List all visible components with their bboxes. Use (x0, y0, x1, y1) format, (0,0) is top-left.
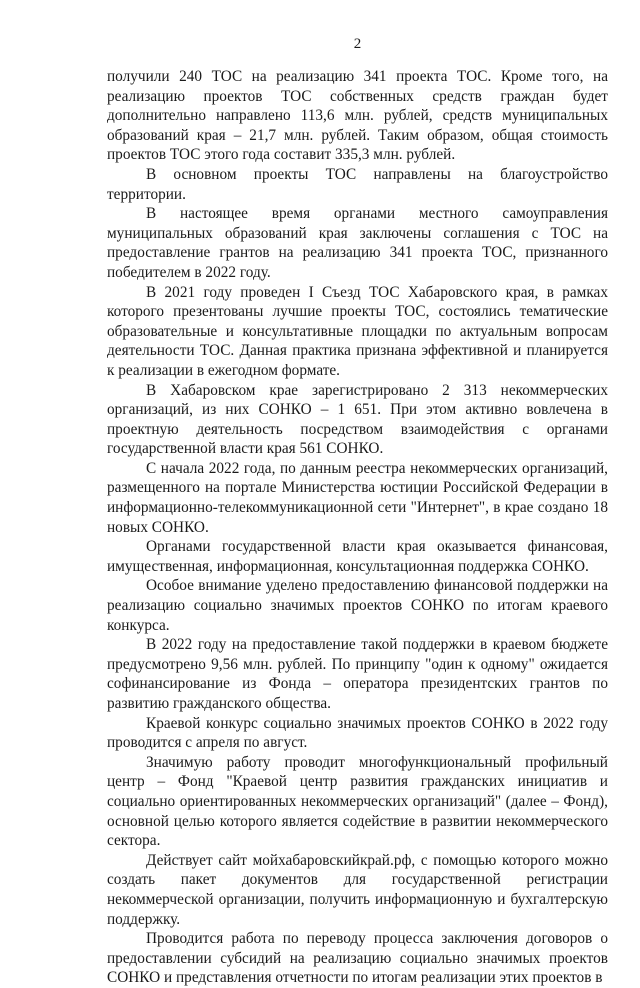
paragraph: В 2021 году проведен I Съезд ТОС Хабаровского края, в рамках которого презентованы лучшие проекты ТОС, состоялись тематические образовательные и консультативные площадки по актуальным вопросам деятельности ТОС. Данная практика признана эффективной и планируется к реализации в ежегодном формате. (107, 283, 608, 379)
paragraph: В 2022 году на предоставление такой поддержки в краевом бюджете предусмотрено 9,56 млн. рублей. По принципу "один к одному" ожидается софинансирование из Фонда – оператора президентских грантов по развитию гражданского общества. (107, 636, 608, 712)
paragraph: В основном проекты ТОС направлены на благоустройство территории. (107, 165, 608, 203)
paragraph: Значимую работу проводит многофункциональный профильный центр – Фонд "Краевой центр развития гражданских инициатив и социально ориентированных некоммерческих организаций" (далее – Фонд), основной целью которого является содействие в развитии некоммерческого сектора. (107, 753, 608, 850)
paragraph: С начала 2022 года, по данным реестра некоммерческих организаций, размещенного на портале Министерства юстиции Российской Федерации в информационно-телекоммуникационной сети "Интернет", в крае создано 18 новых СОНКО. (107, 459, 608, 536)
paragraph: Органами государственной власти края оказывается финансовая, имущественная, информационная, консультационная поддержка СОНКО. (107, 538, 608, 575)
page-number: 2 (353, 36, 362, 52)
paragraph: получили 240 ТОС на реализацию 341 проекта ТОС. Кроме того, на реализацию проектов ТОС собственных средств граждан будет дополнительно направлено 113,6 млн. рублей, средств муниципальных образований края – 21,7 млн. рублей. Таким образом, общая стоимость проектов ТОС этого года составит 335,3 млн. рублей. (107, 68, 608, 164)
paragraph: Особое внимание уделено предоставлению финансовой поддержки на реализацию социально значимых проектов СОНКО по итогам краевого конкурса. (107, 577, 608, 634)
paragraph: Проводится работа по переводу процесса заключения договоров о предоставлении субсидий на реализацию социально значимых проектов СОНКО и представления отчетности по итогам реализации этих проектов в (107, 930, 608, 987)
paragraph: Краевой конкурс социально значимых проектов СОНКО в 2022 году проводится с апреля по август. (107, 714, 608, 752)
paragraph: В Хабаровском крае зарегистрировано 2 313 некоммерческих организаций, из них СОНКО – 1 651. При этом активно вовлечена в проектную деятельность посредством взаимодействия с органами государственной власти края 561 СОНКО. (107, 381, 608, 458)
paragraph: Действует сайт мойхабаровскийкрай.рф, с помощью которого можно создать пакет документов для государственной регистрации некоммерческой организации, получить информационную и бухгалтерскую поддержку. (107, 851, 608, 928)
paragraph: В настоящее время органами местного самоуправления муниципальных образований края заключены соглашения с ТОС на предоставление грантов на реализацию 341 проекта ТОС, признанного победителем в 2022 году. (107, 205, 608, 281)
